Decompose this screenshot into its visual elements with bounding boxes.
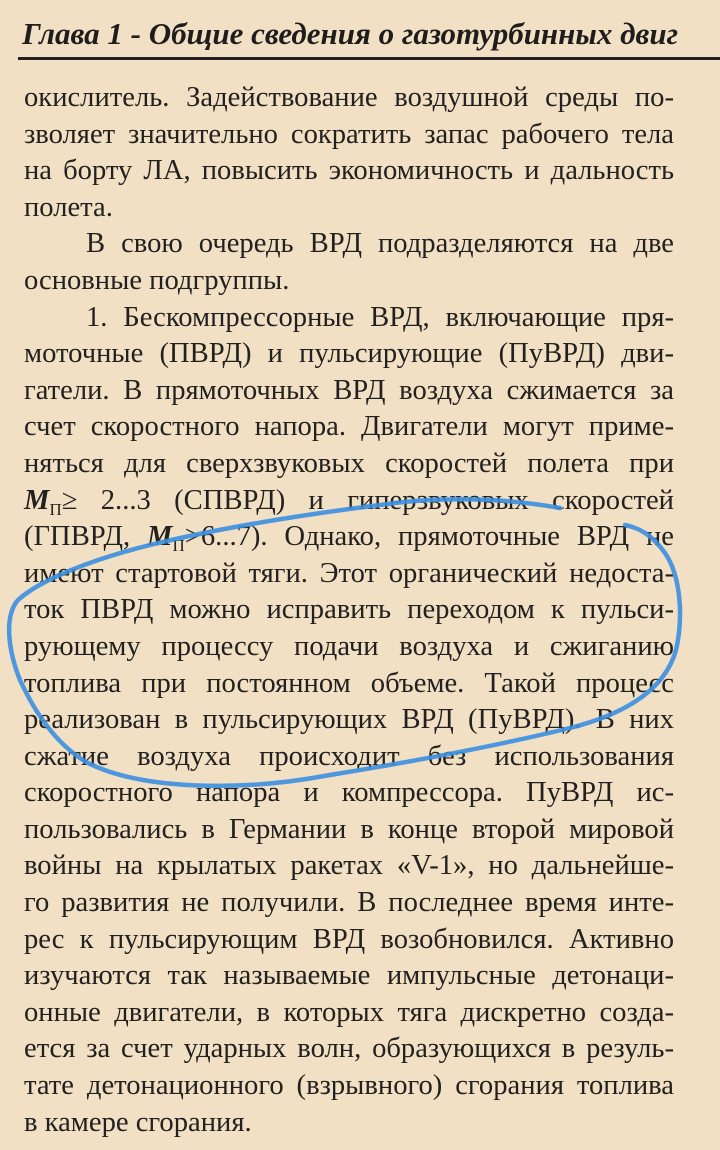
text-line: ток ПВРД можно исправить переходом к пульси- (24, 594, 674, 626)
text-line: реализован в пульсирующих ВРД (ПуВРД). В них (24, 704, 674, 736)
text-line: гатели. В прямоточных ВРД воздуха сжимается за (24, 374, 674, 406)
text-line: няться для сверхзвуковых скоростей полета при (24, 447, 674, 479)
text-line: рес к пульсирующим ВРД возобновился. Активно (24, 923, 674, 955)
text-line: войны на крылатых ракетах «V-1», но дальнейше- (24, 850, 674, 882)
header-rule (18, 57, 720, 60)
mach-symbol: М (24, 484, 50, 516)
text-line: окислитель. Задействование воздушной среды по- (24, 82, 674, 113)
text-line: зволяет значительно сократить запас рабочего тела (24, 118, 674, 150)
text-line: счет скоростного напора. Двигатели могут приме- (24, 411, 674, 443)
text-line: В свою очередь ВРД подразделяются на две (86, 228, 674, 260)
text-line-mach (24, 519, 674, 556)
text-line: го развития не получили. В последнее время инте- (24, 887, 674, 919)
text-line: полета. (24, 191, 113, 223)
text-line: в камере сгорания. (24, 1106, 252, 1138)
body-text (24, 80, 674, 1141)
mach-subscript: П (49, 499, 62, 519)
text-line: имеют стартовой тяги. Этот органический недоста- (24, 557, 674, 589)
text-line: рующему процессу подачи воздуха и сжиганию (24, 630, 674, 662)
text-line: пользовались в Германии в конце второй мировой (24, 813, 674, 845)
text-line: тате детонационного (взрывного) сгорания топлива (24, 1070, 674, 1102)
text-line: моточные (ПВРД) и пульсирующие (ПуВРД) дви- (24, 338, 674, 370)
text-line: топлива при постоянном объеме. Такой процесс (24, 667, 674, 699)
text-line: онные двигатели, в которых тяга дискретно созда- (24, 996, 674, 1028)
text-line: на борту ЛА, повысить экономичность и дальность (24, 155, 674, 187)
chapter-header: Глава 1 - Общие сведения о газотурбинных двиг (22, 16, 679, 51)
text-fragment: (ГПВРД, (24, 521, 148, 553)
text-line: 1. Бескомпрессорные ВРД, включающие пря- (86, 301, 674, 333)
text-line: ется за счет ударных волн, образующихся в резуль- (24, 1033, 674, 1065)
mach-subscript: П (172, 536, 185, 556)
text-line: сжатие воздуха происходит без использования (24, 740, 674, 772)
text-line: основные подгруппы. (24, 264, 290, 296)
text-line-mach (24, 483, 674, 520)
mach-symbol: М (147, 521, 173, 553)
text-line: изучаются так называемые импульсные детонаци- (24, 960, 674, 992)
text-fragment: ≥ 2...3 (СПВРД) и гиперзвуковых скоростей (61, 484, 674, 516)
text-fragment: >6...7). Однако, прямоточные ВРД не (184, 521, 675, 553)
text-line: скоростного напора и компрессора. ПуВРД ис- (24, 777, 674, 809)
